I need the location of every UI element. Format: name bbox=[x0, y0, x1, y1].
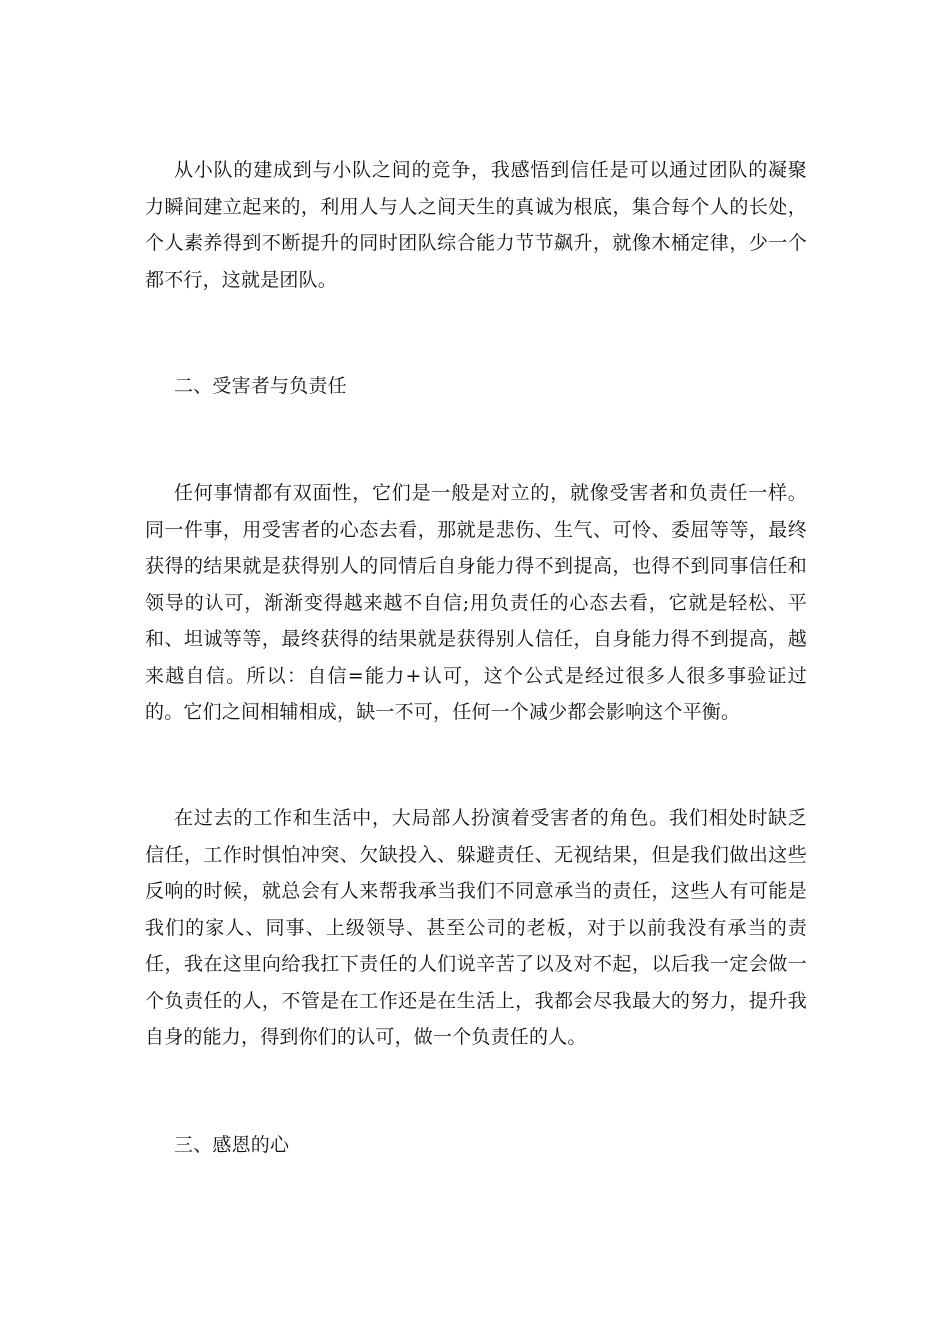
section-heading-victim-responsibility: 二、受害者与负责任 bbox=[174, 375, 347, 397]
paragraph-team-trust: 从小队的建成到与小队之间的竞争，我感悟到信任是可以通过团队的凝聚力瞬间建立起来的，利用人与人之间天生的真诚为根底，集合每个人的长处，个人素养得到不断提升的同时团队综合能力节节飙升，就像木桶定律，少一个都不行，这就是团队。 bbox=[145, 159, 807, 291]
paragraph-past-work-life: 在过去的工作和生活中，大局部人扮演着受害者的角色。我们相处时缺乏信任，工作时惧怕冲突、欠缺投入、躲避责任、无视结果，但是我们做出这些反响的时候，就总会有人来帮我承当我们不同意承当的责任，这些人有可能是我们的家人、同事、上级领导、甚至公司的老板，对于以前我没有承当的责任，我在这里向给我扛下责任的人们说辛苦了以及对不起，以后我一定会做一个负责任的人，不管是在工作还是在生活上，我都会尽我最大的努力，提升我自身的能力，得到你们的认可，做一个负责任的人。 bbox=[145, 807, 807, 1048]
paragraph-duality: 任何事情都有双面性，它们是一般是对立的，就像受害者和负责任一样。同一件事，用受害者的心态去看，那就是悲伤、生气、可怜、委屈等等，最终获得的结果就是获得别人的同情后自身能力得不到提高，也得不到同事信任和领导的认可，渐渐变得越来越不自信;用负责任的心态去看，它就是轻松、平和、坦诚等等，最终获得的结果就是获得别人信任，自身能力得不到提高，越来越自信。所以：自信=能力+认可，这个公式是经过很多人很多事验证过的。它们之间相辅相成，缺一不可，任何一个减少都会影响这个平衡。 bbox=[145, 482, 807, 723]
section-heading-gratitude: 三、感恩的心 bbox=[174, 1134, 290, 1156]
